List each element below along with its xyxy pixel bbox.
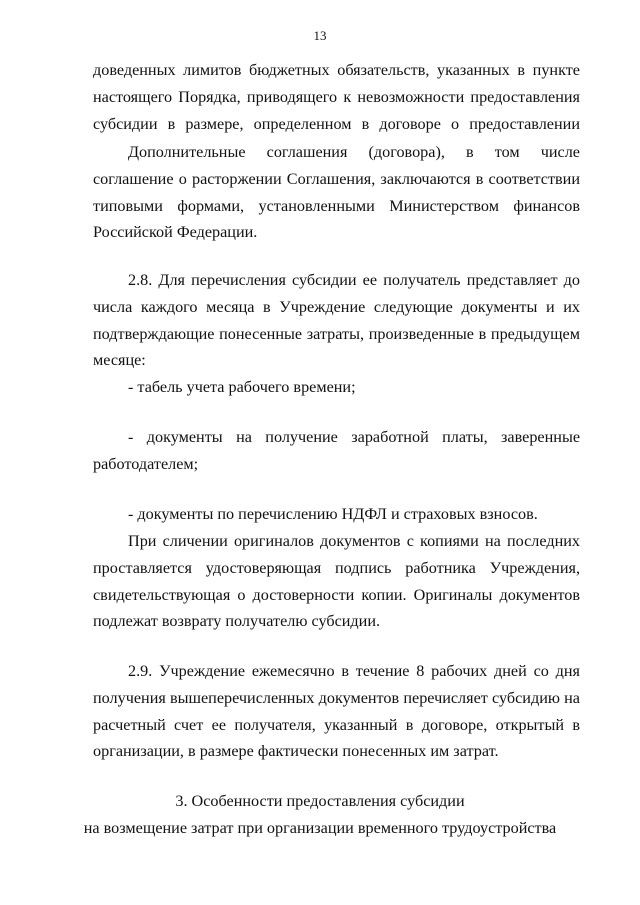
text-line: При сличении оригиналов документов с копиями на последних [128,532,580,550]
text-line: работодателем; [93,455,199,473]
text-line: организации, в размере фактически понесенных им затрат. [93,742,499,760]
text-line: подлежат возврату получателю субсидии. [93,612,381,630]
text-line: Российской Федерации. [93,223,258,241]
text-line: субсидии в размере, определенном в договоре о предоставлении [93,115,580,133]
text-line: соглашение о расторжении Соглашения, заключаются в соответствии [93,170,580,188]
text-line: типовыми формами, установленными Министерством финансов [93,197,580,215]
list-item: - документы на получение заработной платы, заверенные [128,428,580,446]
text-line: числа каждого месяца в Учреждение следующие документы и их [93,298,580,316]
text-line: расчетный счет ее получателя, указанный в договоре, открытый в [93,716,580,734]
section-heading-subtitle: на возмещение затрат при организации временного трудоустройства [83,819,557,837]
page-number: 13 [313,28,327,43]
section-2-8-line: 2.8. Для перечисления субсидии ее получатель представляет до [128,271,580,289]
list-item: - документы по перечислению НДФЛ и страховых взносов. [128,505,538,523]
text-line: получения вышеперечисленных документов перечисляет субсидию на [93,689,580,707]
text-line: проставляется удостоверяющая подпись работника Учреждения, [93,559,580,577]
section-2-9-line: 2.9. Учреждение ежемесячно в течение 8 рабочих дней со дня [128,662,580,680]
text-line: доведенных лимитов бюджетных обязательств, указанных в пункте [93,61,580,79]
text-line: подтверждающие понесенные затраты, произведенные в предыдущем [93,325,580,343]
text-line: Дополнительные соглашения (договора), в том числе [128,143,580,161]
list-item: - табель учета рабочего времени; [128,378,356,396]
text-line: настоящего Порядка, приводящего к невозможности предоставления [93,88,580,106]
text-line: свидетельствующая о достоверности копии. Оригиналы документов [93,586,580,604]
section-heading: 3. Особенности предоставления субсидии [175,792,465,810]
text-line: месяце: [93,351,146,369]
